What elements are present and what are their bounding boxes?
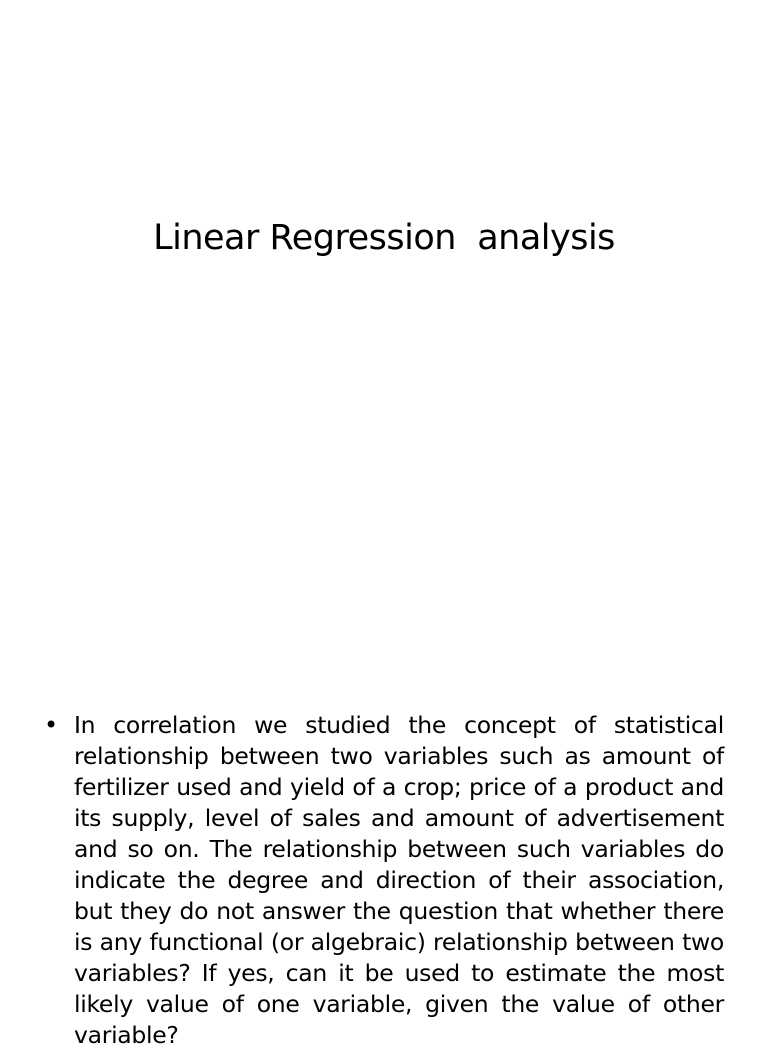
bullet-symbol: • bbox=[44, 711, 59, 739]
slide-title: Linear Regression analysis bbox=[153, 218, 615, 258]
bullet-text: In correlation we studied the concept of statistical relationship between two variables such as amount of fertilizer used and yield of a crop; price of a product and its supply, level of sales and amount of advertisement and so on. The relationship between such variables do indicate the degree and direction of their association, but they do not answer the question that whether there is any functional (or algebraic) relationship between two variables? If yes, can it be used to estimate the most likely value of one variable, given the value of other variable? bbox=[74, 711, 724, 1049]
bullet-item bbox=[44, 710, 724, 1051]
bullet-list bbox=[44, 710, 724, 1051]
